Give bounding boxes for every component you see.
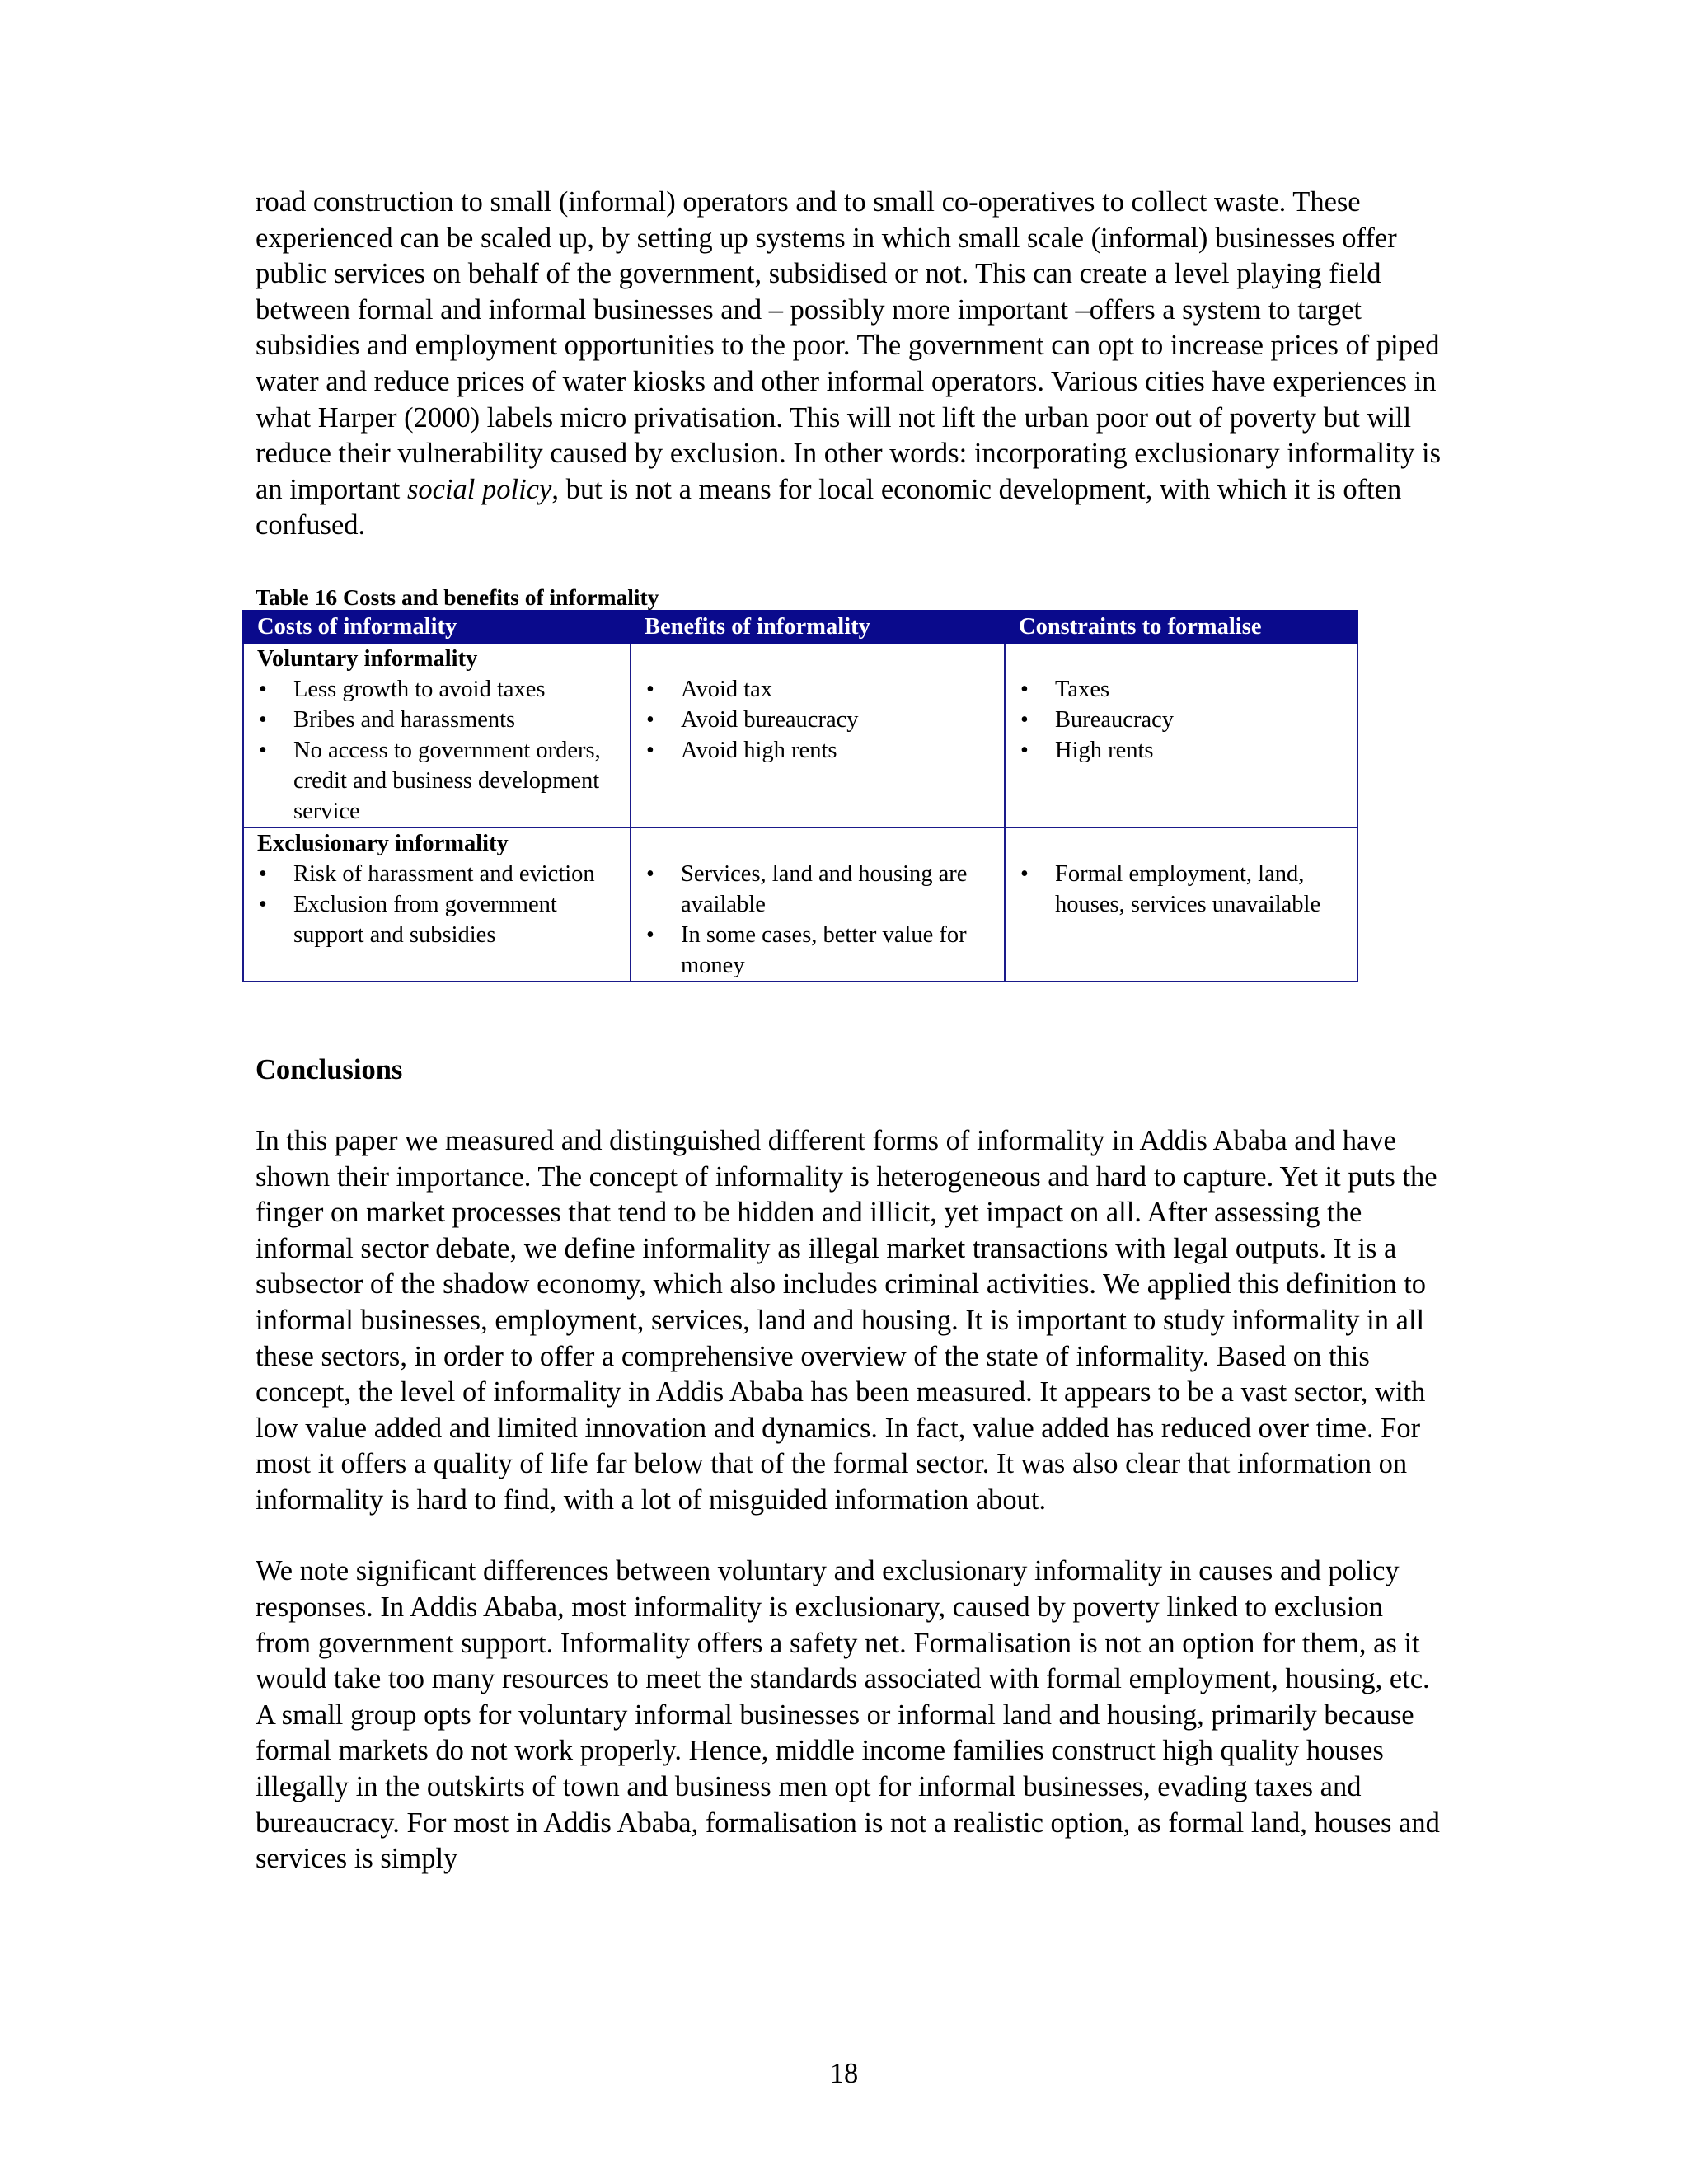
conclusions-paragraph-1: In this paper we measured and distinguished different forms of informality in Addis Ababa and have shown their importance. The concept of informality is heterogeneous and hard to capture. Yet it puts the finger on market processes that tend to be hidden and illicit, yet impact on all. After assessing the informal sector debate, we define informality as illegal market transactions with legal outputs. It is a subsector of the shadow economy, which also includes criminal activities. We applied this definition to informal businesses, employment, services, land and housing. It is important to study informality in all these sectors, in order to offer a comprehensive overview of the state of informality. Based on this concept, the level of informality in Addis Ababa has been measured. It appears to be a vast sector, with low value added and limited innovation and dynamics. In fact, value added has reduced over time. For most it offers a quality of life far below that of the formal sector. It was also clear that information on informality is hard to find, with a lot of misguided information about. [256,1124,1437,1516]
constraints-list [1019,674,1343,766]
page-content [256,185,1442,1877]
conclusions-heading: Conclusions [256,1053,403,1085]
costs-list [257,859,617,950]
benefits-list [645,674,991,766]
benefits-list [645,859,991,981]
costs-benefits-table [242,610,1358,982]
list-item: • No access to government orders, credit and business development service [257,735,617,827]
table-row [243,827,1357,982]
list-item: • Formal employment, land, houses, services unavailable [1019,859,1343,920]
group-label-voluntary: Voluntary informality [257,645,478,672]
table-header-row [243,611,1357,643]
intro-emphasis: social policy [406,473,552,505]
header-constraints: Constraints to formalise [1005,611,1357,643]
list-item: • Less growth to avoid taxes [257,674,617,705]
costs-list [257,674,617,827]
list-item: • High rents [1019,735,1343,766]
table-row [243,643,1357,827]
cell-constraints-exclusionary [1005,827,1357,982]
header-benefits: Benefits of informality [631,611,1005,643]
conclusions-paragraph-2: We note significant differences between voluntary and exclusionary informality in causes and policy responses. In Addis Ababa, most informality is exclusionary, caused by poverty linked to exclusion from government support. Informality offers a safety net. Formalisation is not an option for them, as it would take too many resources to meet the standards associated with formal employment, housing, etc. A small group opts for voluntary informal businesses or informal land and housing, primarily because formal markets do not work properly. Hence, middle income families construct high quality houses illegally in the outskirts of town and business men opt for informal businesses, evading taxes and bureaucracy. For most in Addis Ababa, formalisation is not a realistic option, as formal land, houses and services is simply [256,1555,1440,1875]
constraints-list [1019,859,1343,920]
list-item: • Services, land and housing are available [645,859,991,920]
page-number: 18 [829,2058,859,2089]
list-item: • In some cases, better value for money [645,920,991,981]
intro-text-end: , but is not a means for local economic development, with which it is often confused. [256,473,1402,541]
group-label-exclusionary: Exclusionary informality [257,830,509,856]
header-costs: Costs of informality [243,611,631,643]
cell-costs-exclusionary [243,827,631,982]
table-caption: Table 16 Costs and benefits of informality [256,583,659,610]
cell-benefits-voluntary [631,643,1005,827]
list-item: • Avoid tax [645,674,991,705]
list-item: • Taxes [1019,674,1343,705]
list-item: • Bureaucracy [1019,705,1343,735]
list-item: • Exclusion from government support and subsidies [257,889,617,950]
cell-benefits-exclusionary [631,827,1005,982]
cell-costs-voluntary [243,643,631,827]
list-item: • Bribes and harassments [257,705,617,735]
list-item: • Avoid high rents [645,735,991,766]
intro-text-start: road construction to small (informal) operators and to small co-operatives to collect waste. These experienced can be scaled up, by setting up systems in which small scale (informal) businesses offer public services on behalf of the government, subsidised or not. This can create a level playing field between formal and informal businesses and – possibly more important –offers a system to target subsidies and employment opportunities to the poor. The government can opt to increase prices of piped water and reduce prices of water kiosks and other informal operators. Various cities have experiences in what Harper (2000) labels micro privatisation. This will not lift the urban poor out of poverty but will reduce their vulnerability caused by exclusion. In other words: incorporating exclusionary informality is an important [256,186,1442,505]
list-item: • Risk of harassment and eviction [257,859,617,889]
intro-paragraph [256,185,1442,544]
cell-constraints-voluntary [1005,643,1357,827]
list-item: • Avoid bureaucracy [645,705,991,735]
